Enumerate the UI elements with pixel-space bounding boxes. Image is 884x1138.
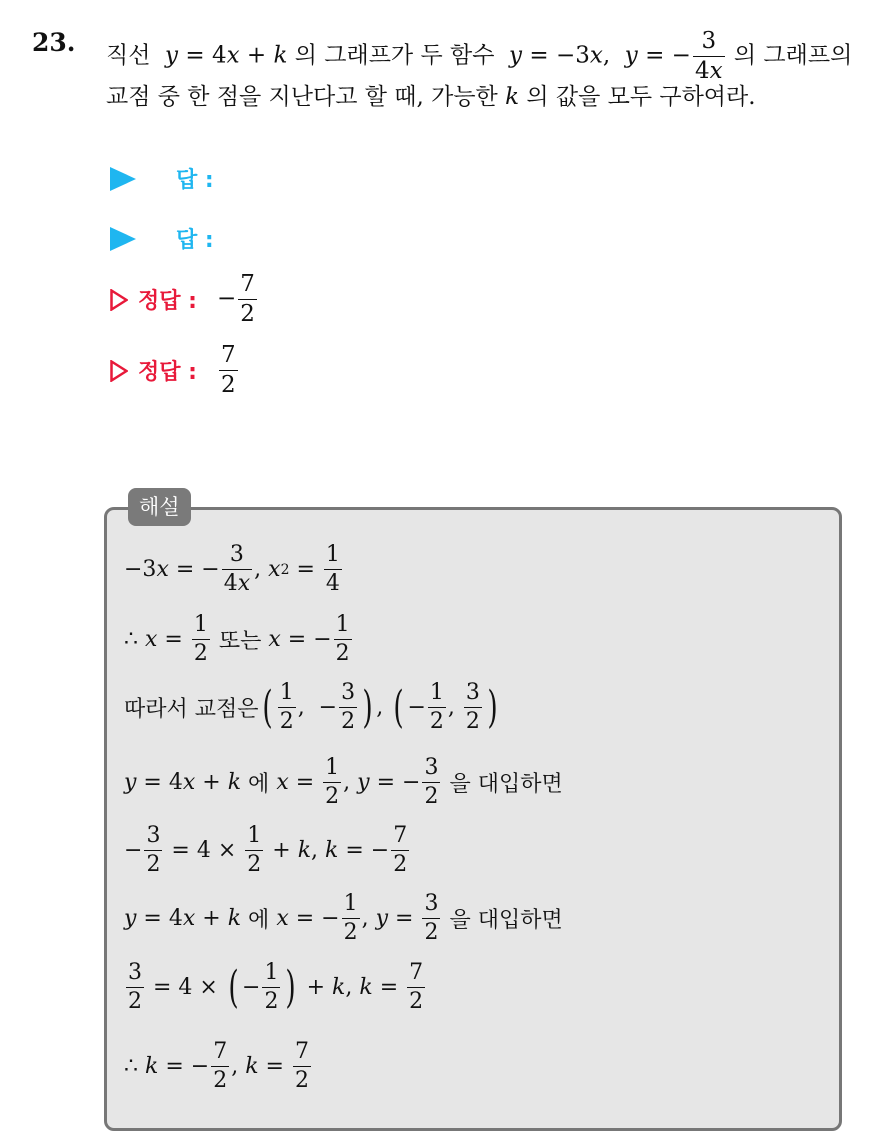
problem-line-2: 교점 중 한 점을 지난다고 할 때, 가능한 k 의 값을 모두 구하여라. [106,84,756,110]
correct-answer-value: $\frac{7}{2}$ [220,342,236,398]
answer-row-2 [110,223,214,254]
answer-label: 답 : [176,168,214,193]
correct-answer-value: − $\frac{7}{2}$ [216,271,255,327]
solution-line-5: − $\frac{3}{2}$ = 4 × $\frac{1}{2}$ + k , k = − $\frac{7}{2}$ [124,823,408,877]
problem-line-1: 직선 y = 4x + k 의 그래프가 두 함수 y = −3x, y = − $\frac{3}{4x}$ 의 그래프의 [106,28,853,84]
solution-box [104,507,842,1131]
outline-triangle-icon [110,289,128,311]
play-triangle-icon [110,227,136,251]
solution-line-1: −3 x = − $\frac{3}{4x}$ , x 2 = $\frac{1}{4}$ [124,542,340,596]
solution-tag: 해설 [128,488,191,526]
correct-answer-row-2 [110,344,240,397]
solution-line-7: $\frac{3}{2}$ = 4 × ( − $\frac{1}{2}$ ) + k , k = $\frac{7}{2}$ [128,960,424,1014]
correct-label: 정답 : [138,289,197,314]
correct-answer-row-1 [110,273,259,326]
solution-line-2: ∴ x = $\frac{1}{2}$ 또는 x = − $\frac{1}{2}$ [124,612,350,666]
problem-number: 23. [32,28,76,57]
answer-label: 답 : [176,228,214,253]
solution-line-8: ∴ k = − $\frac{7}{2}$ , k = $\frac{7}{2}$ [124,1039,309,1093]
play-triangle-icon [110,167,136,191]
answer-row-1 [110,163,214,194]
outline-triangle-icon [110,360,128,382]
solution-line-3: 따라서 교점은 ( $\frac{1}{2}$ , − $\frac{3}{2}$ ) , ( − $\frac{1}{2}$ , $\frac{3}{2}$ ) [124,680,498,734]
solution-line-4: y = 4 x + k 에 x = $\frac{1}{2}$ , y = − $\frac{3}{2}$ 을 대입하면 [124,755,563,809]
solution-line-6: y = 4 x + k 에 x = − $\frac{1}{2}$ , y = $\frac{3}{2}$ 을 대입하면 [124,891,563,945]
correct-label: 정답 : [138,360,197,385]
